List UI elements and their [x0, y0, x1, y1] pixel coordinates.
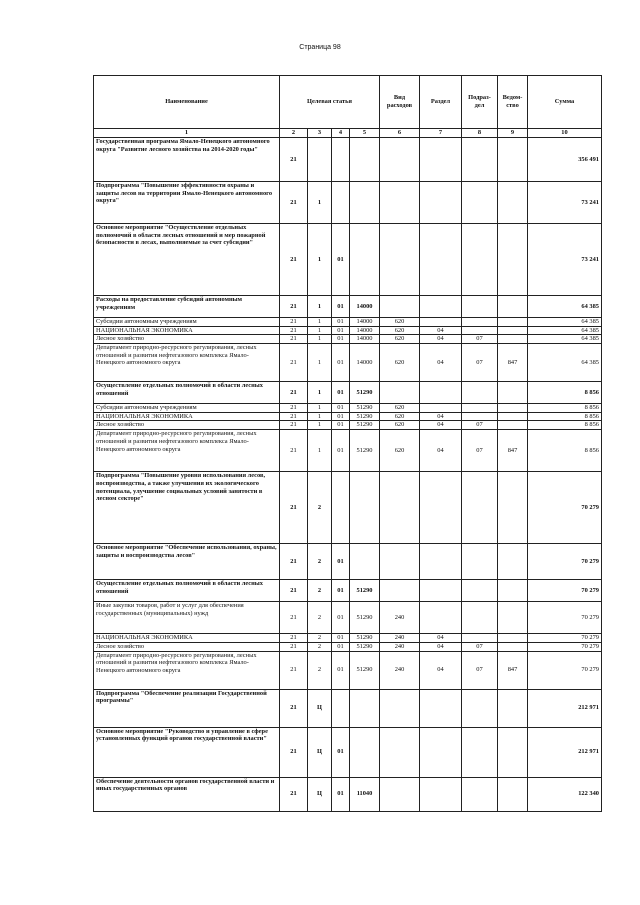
expense-type-cell	[380, 296, 420, 318]
department-cell	[498, 382, 528, 404]
target-code-direction	[350, 138, 380, 182]
expense-type-cell	[380, 580, 420, 602]
target-code-direction: 51290	[350, 580, 380, 602]
target-code-direction	[350, 224, 380, 296]
header-expense-type: Вид расходов	[380, 76, 420, 129]
target-code-activity: 01	[332, 651, 350, 689]
subsection-cell	[462, 777, 498, 811]
row-name: Основное мероприятие "Осуществление отдельных полномочий в области лесных отношений и мер пожарной безопасности в лесах, выполняемые за счет субсидии"	[94, 224, 280, 296]
target-code-activity	[332, 182, 350, 224]
row-name: Департамент природно-ресурсного регулирования, лесных отношений и развития нефтегазового комплекса Ямало-Ненецкого автономного округа	[94, 430, 280, 472]
department-cell	[498, 138, 528, 182]
subsection-cell: 07	[462, 344, 498, 382]
target-code-activity: 01	[332, 634, 350, 643]
section-cell	[420, 382, 462, 404]
table-row	[94, 335, 602, 344]
target-code-activity	[332, 689, 350, 727]
row-name: Основное мероприятие "Руководство и управление в сфере установленных функций органов государственной власти"	[94, 727, 280, 777]
expense-type-cell: 240	[380, 642, 420, 651]
table-row	[94, 430, 602, 472]
target-code-subprogram: 1	[308, 326, 332, 335]
table-row	[94, 318, 602, 327]
expense-type-cell	[380, 138, 420, 182]
section-cell	[420, 318, 462, 327]
target-code-program: 21	[280, 727, 308, 777]
table-row	[94, 777, 602, 811]
sum-cell: 64 385	[528, 296, 602, 318]
sum-cell: 8 856	[528, 421, 602, 430]
target-code-program: 21	[280, 224, 308, 296]
header-subsection: Подраз-дел	[462, 76, 498, 129]
expense-type-cell: 620	[380, 318, 420, 327]
department-cell	[498, 777, 528, 811]
row-name: Расходы на предоставление субсидий автономным учреждениям	[94, 296, 280, 318]
target-code-subprogram: 2	[308, 642, 332, 651]
target-code-program: 21	[280, 326, 308, 335]
target-code-program: 21	[280, 182, 308, 224]
table-row	[94, 344, 602, 382]
subsection-cell	[462, 580, 498, 602]
target-code-activity: 01	[332, 602, 350, 634]
header-sum: Сумма	[528, 76, 602, 129]
target-code-direction: 14000	[350, 296, 380, 318]
target-code-direction: 14000	[350, 344, 380, 382]
section-cell: 04	[420, 634, 462, 643]
department-cell	[498, 421, 528, 430]
subsection-cell	[462, 689, 498, 727]
section-cell	[420, 602, 462, 634]
target-code-subprogram: 2	[308, 602, 332, 634]
subsection-cell	[462, 472, 498, 544]
target-code-subprogram	[308, 138, 332, 182]
target-code-program: 21	[280, 472, 308, 544]
sum-cell: 212 971	[528, 689, 602, 727]
department-cell	[498, 642, 528, 651]
department-cell	[498, 727, 528, 777]
sum-cell: 73 241	[528, 182, 602, 224]
target-code-subprogram: 1	[308, 430, 332, 472]
sum-cell: 64 385	[528, 318, 602, 327]
target-code-direction	[350, 472, 380, 544]
section-cell: 04	[420, 344, 462, 382]
row-name: НАЦИОНАЛЬНАЯ ЭКОНОМИКА	[94, 326, 280, 335]
expense-type-cell	[380, 777, 420, 811]
target-code-subprogram: 1	[308, 382, 332, 404]
department-cell	[498, 602, 528, 634]
target-code-subprogram: Ц	[308, 727, 332, 777]
subsection-cell	[462, 382, 498, 404]
department-cell: 847	[498, 430, 528, 472]
table-row	[94, 382, 602, 404]
subsection-cell: 07	[462, 430, 498, 472]
target-code-program: 21	[280, 318, 308, 327]
target-code-program: 21	[280, 634, 308, 643]
target-code-direction: 14000	[350, 335, 380, 344]
header-department: Ведом-ство	[498, 76, 528, 129]
subsection-cell	[462, 326, 498, 335]
target-code-subprogram: 1	[308, 421, 332, 430]
header-target-article: Целевая статья	[280, 76, 380, 129]
department-cell	[498, 634, 528, 643]
target-code-subprogram: 2	[308, 651, 332, 689]
table-row	[94, 727, 602, 777]
subsection-cell	[462, 412, 498, 421]
subsection-cell	[462, 634, 498, 643]
department-cell: 847	[498, 344, 528, 382]
table-row	[94, 634, 602, 643]
row-name: Департамент природно-ресурсного регулирования, лесных отношений и развития нефтегазового комплекса Ямало-Ненецкого автономного округа	[94, 344, 280, 382]
target-code-subprogram: 1	[308, 404, 332, 413]
row-name: Обеспечение деятельности органов государственной власти и иных государственных органов	[94, 777, 280, 811]
target-code-activity: 01	[332, 344, 350, 382]
table-row	[94, 651, 602, 689]
row-name: Государственная программа Ямало-Ненецкого автономного округа "Развитие лесного хозяйства на 2014-2020 годы"	[94, 138, 280, 182]
subsection-cell	[462, 404, 498, 413]
expense-type-cell: 620	[380, 421, 420, 430]
target-code-program: 21	[280, 412, 308, 421]
sum-cell: 8 856	[528, 404, 602, 413]
target-code-activity: 01	[332, 777, 350, 811]
row-name: Осуществление отдельных полномочий в области лесных отношений	[94, 580, 280, 602]
target-code-subprogram: 1	[308, 344, 332, 382]
department-cell	[498, 296, 528, 318]
target-code-direction	[350, 182, 380, 224]
target-code-activity: 01	[332, 642, 350, 651]
target-code-activity: 01	[332, 421, 350, 430]
target-code-program: 21	[280, 642, 308, 651]
department-cell	[498, 412, 528, 421]
row-name: Лесное хозяйство	[94, 642, 280, 651]
target-code-direction	[350, 689, 380, 727]
budget-table	[93, 75, 602, 812]
department-cell: 847	[498, 651, 528, 689]
target-code-program: 21	[280, 689, 308, 727]
sum-cell: 70 279	[528, 580, 602, 602]
row-name: Подпрограмма "Повышение эффективности охраны и защиты лесов на территории Ямало-Ненецкого автономного округа"	[94, 182, 280, 224]
target-code-subprogram: 1	[308, 296, 332, 318]
table-row	[94, 580, 602, 602]
expense-type-cell: 620	[380, 412, 420, 421]
target-code-activity: 01	[332, 580, 350, 602]
section-cell	[420, 689, 462, 727]
sum-cell: 73 241	[528, 224, 602, 296]
section-cell: 04	[420, 421, 462, 430]
target-code-direction: 11040	[350, 777, 380, 811]
row-name: НАЦИОНАЛЬНАЯ ЭКОНОМИКА	[94, 412, 280, 421]
target-code-direction: 51290	[350, 404, 380, 413]
section-cell	[420, 727, 462, 777]
target-code-activity: 01	[332, 430, 350, 472]
target-code-subprogram: 1	[308, 182, 332, 224]
target-code-direction: 51290	[350, 642, 380, 651]
row-name: Лесное хозяйство	[94, 335, 280, 344]
col-number: 9	[498, 129, 528, 138]
subsection-cell	[462, 182, 498, 224]
department-cell	[498, 472, 528, 544]
target-code-subprogram: Ц	[308, 689, 332, 727]
target-code-program: 21	[280, 335, 308, 344]
sum-cell: 8 856	[528, 382, 602, 404]
target-code-program: 21	[280, 296, 308, 318]
target-code-program: 21	[280, 421, 308, 430]
target-code-program: 21	[280, 651, 308, 689]
table-row	[94, 326, 602, 335]
target-code-direction: 51290	[350, 651, 380, 689]
expense-type-cell: 620	[380, 335, 420, 344]
table-body	[94, 138, 602, 812]
sum-cell: 64 385	[528, 344, 602, 382]
subsection-cell	[462, 544, 498, 580]
section-cell: 04	[420, 335, 462, 344]
table-row	[94, 544, 602, 580]
sum-cell: 70 279	[528, 634, 602, 643]
expense-type-cell: 620	[380, 326, 420, 335]
subsection-cell	[462, 318, 498, 327]
target-code-direction: 14000	[350, 318, 380, 327]
expense-type-cell: 240	[380, 651, 420, 689]
header-name: Наименование	[94, 76, 280, 129]
row-name: Подпрограмма "Обеспечение реализации Государственной программы"	[94, 689, 280, 727]
department-cell	[498, 326, 528, 335]
expense-type-cell	[380, 382, 420, 404]
expense-type-cell: 240	[380, 602, 420, 634]
target-code-program: 21	[280, 777, 308, 811]
target-code-subprogram: 1	[308, 335, 332, 344]
target-code-direction: 51290	[350, 634, 380, 643]
sum-cell: 70 279	[528, 602, 602, 634]
sum-cell: 64 385	[528, 326, 602, 335]
section-cell	[420, 544, 462, 580]
department-cell	[498, 224, 528, 296]
target-code-subprogram: 1	[308, 224, 332, 296]
department-cell	[498, 404, 528, 413]
sum-cell: 8 856	[528, 430, 602, 472]
target-code-direction: 14000	[350, 326, 380, 335]
table-row	[94, 642, 602, 651]
section-cell	[420, 472, 462, 544]
target-code-direction: 51290	[350, 430, 380, 472]
sum-cell: 70 279	[528, 472, 602, 544]
row-name: Основное мероприятие "Обеспечение использования, охраны, защиты и воспроизводства лесов"	[94, 544, 280, 580]
expense-type-cell: 620	[380, 430, 420, 472]
expense-type-cell: 620	[380, 344, 420, 382]
table-row	[94, 404, 602, 413]
target-code-program: 21	[280, 382, 308, 404]
expense-type-cell	[380, 472, 420, 544]
expense-type-cell	[380, 727, 420, 777]
section-cell	[420, 138, 462, 182]
table-row	[94, 138, 602, 182]
col-number: 4	[332, 129, 350, 138]
sum-cell: 70 279	[528, 642, 602, 651]
section-cell	[420, 580, 462, 602]
section-cell: 04	[420, 412, 462, 421]
col-number: 6	[380, 129, 420, 138]
target-code-program: 21	[280, 404, 308, 413]
sum-cell: 70 279	[528, 651, 602, 689]
target-code-program: 21	[280, 602, 308, 634]
expense-type-cell	[380, 544, 420, 580]
target-code-direction: 51290	[350, 382, 380, 404]
col-number: 2	[280, 129, 308, 138]
expense-type-cell	[380, 224, 420, 296]
target-code-program: 21	[280, 344, 308, 382]
target-code-activity: 01	[332, 544, 350, 580]
table-row	[94, 689, 602, 727]
department-cell	[498, 580, 528, 602]
subsection-cell	[462, 138, 498, 182]
target-code-activity: 01	[332, 335, 350, 344]
table-row	[94, 224, 602, 296]
target-code-program: 21	[280, 544, 308, 580]
subsection-cell: 07	[462, 421, 498, 430]
subsection-cell	[462, 727, 498, 777]
sum-cell: 70 279	[528, 544, 602, 580]
col-number: 5	[350, 129, 380, 138]
target-code-activity	[332, 472, 350, 544]
subsection-cell: 07	[462, 642, 498, 651]
column-number-row	[94, 129, 602, 138]
expense-type-cell: 620	[380, 404, 420, 413]
target-code-activity: 01	[332, 326, 350, 335]
sum-cell: 356 491	[528, 138, 602, 182]
expense-type-cell: 240	[380, 634, 420, 643]
target-code-direction: 51290	[350, 421, 380, 430]
section-cell	[420, 296, 462, 318]
subsection-cell	[462, 296, 498, 318]
header-section: Раздел	[420, 76, 462, 129]
department-cell	[498, 182, 528, 224]
section-cell: 04	[420, 642, 462, 651]
department-cell	[498, 689, 528, 727]
section-cell	[420, 404, 462, 413]
target-code-activity: 01	[332, 404, 350, 413]
target-code-activity: 01	[332, 727, 350, 777]
subsection-cell: 07	[462, 335, 498, 344]
target-code-activity: 01	[332, 318, 350, 327]
target-code-activity: 01	[332, 382, 350, 404]
col-number: 1	[94, 129, 280, 138]
target-code-direction: 51290	[350, 412, 380, 421]
table-row	[94, 602, 602, 634]
subsection-cell	[462, 224, 498, 296]
target-code-activity: 01	[332, 224, 350, 296]
table-row	[94, 296, 602, 318]
target-code-subprogram: 2	[308, 544, 332, 580]
target-code-activity: 01	[332, 296, 350, 318]
row-name: Подпрограмма "Повышение уровня использования лесов, воспроизводства, а также улучшения их экологического потенциала, улучшение социальных условий занятости в лесном секторе"	[94, 472, 280, 544]
col-number: 10	[528, 129, 602, 138]
section-cell	[420, 182, 462, 224]
subsection-cell: 07	[462, 651, 498, 689]
target-code-program: 21	[280, 580, 308, 602]
target-code-subprogram: 2	[308, 580, 332, 602]
section-cell	[420, 777, 462, 811]
expense-type-cell	[380, 182, 420, 224]
table-row	[94, 421, 602, 430]
table-header-row	[94, 76, 602, 129]
sum-cell: 64 385	[528, 335, 602, 344]
target-code-subprogram: 1	[308, 412, 332, 421]
target-code-subprogram: 1	[308, 318, 332, 327]
sum-cell: 212 971	[528, 727, 602, 777]
target-code-activity: 01	[332, 412, 350, 421]
target-code-direction: 51290	[350, 602, 380, 634]
row-name: Осуществление отдельных полномочий в области лесных отношений	[94, 382, 280, 404]
department-cell	[498, 544, 528, 580]
target-code-program: 21	[280, 430, 308, 472]
table-row	[94, 412, 602, 421]
target-code-activity	[332, 138, 350, 182]
page-title: Страница 98	[299, 44, 341, 51]
row-name: Субсидии автономным учреждениям	[94, 404, 280, 413]
col-number: 7	[420, 129, 462, 138]
section-cell: 04	[420, 326, 462, 335]
row-name: НАЦИОНАЛЬНАЯ ЭКОНОМИКА	[94, 634, 280, 643]
expense-type-cell	[380, 689, 420, 727]
row-name: Иные закупки товаров, работ и услуг для обеспечения государственных (муниципальных) нужд	[94, 602, 280, 634]
col-number: 3	[308, 129, 332, 138]
section-cell: 04	[420, 651, 462, 689]
table-row	[94, 182, 602, 224]
sum-cell: 122 340	[528, 777, 602, 811]
row-name: Департамент природно-ресурсного регулирования, лесных отношений и развития нефтегазового комплекса Ямало-Ненецкого автономного округа	[94, 651, 280, 689]
target-code-subprogram: 2	[308, 472, 332, 544]
subsection-cell	[462, 602, 498, 634]
department-cell	[498, 318, 528, 327]
section-cell	[420, 224, 462, 296]
department-cell	[498, 335, 528, 344]
section-cell: 04	[420, 430, 462, 472]
table-row	[94, 472, 602, 544]
target-code-subprogram: Ц	[308, 777, 332, 811]
target-code-direction	[350, 727, 380, 777]
target-code-program: 21	[280, 138, 308, 182]
row-name: Субсидии автономным учреждениям	[94, 318, 280, 327]
target-code-direction	[350, 544, 380, 580]
row-name: Лесное хозяйство	[94, 421, 280, 430]
col-number: 8	[462, 129, 498, 138]
sum-cell: 8 856	[528, 412, 602, 421]
target-code-subprogram: 2	[308, 634, 332, 643]
